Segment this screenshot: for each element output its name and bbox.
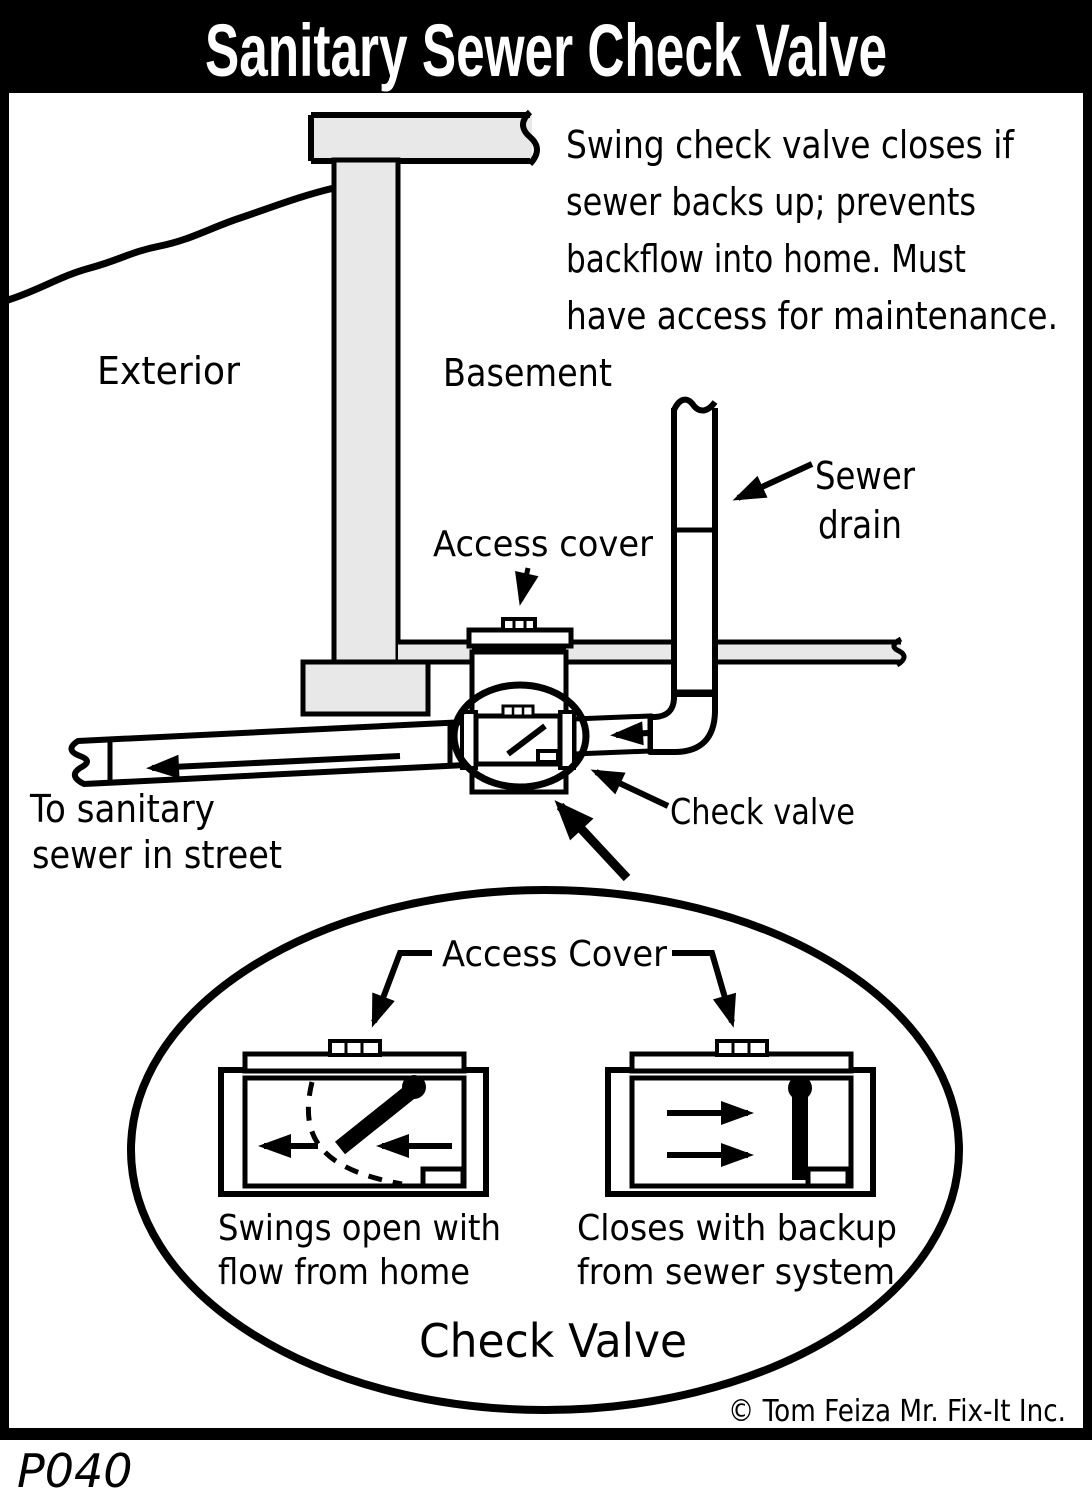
- svg-text:Swings open with: Swings open with: [218, 1208, 501, 1249]
- label-exterior: Exterior: [97, 349, 241, 393]
- inset-valve-closed: [608, 1041, 873, 1194]
- wall-footing: [303, 662, 428, 714]
- valve-knob: [503, 706, 533, 716]
- check-valve-body: [462, 706, 574, 768]
- inset-title: Check Valve: [419, 1314, 687, 1368]
- foundation-wall: [334, 160, 398, 662]
- floor-beam: [311, 112, 537, 164]
- label-basement: Basement: [443, 351, 612, 395]
- inset-valve-open: [221, 1041, 486, 1194]
- note-line-2: sewer backs up; prevents: [566, 180, 976, 224]
- svg-text:flow from home: flow from home: [218, 1252, 470, 1293]
- note-line-3: backflow into home. Must: [566, 237, 966, 281]
- valve-seat: [538, 751, 558, 762]
- flapper-pivot: [402, 1075, 426, 1099]
- page-title: Sanitary Sewer Check Valve: [205, 9, 887, 92]
- svg-text:Check valve: Check valve: [670, 792, 855, 833]
- credit-line: © Tom Feiza Mr. Fix-It Inc.: [728, 1394, 1066, 1429]
- note-line-1: Swing check valve closes if: [566, 123, 1016, 167]
- flapper-pivot-closed: [788, 1076, 812, 1100]
- access-cover-plate: [469, 630, 571, 646]
- svg-text:drain: drain: [818, 503, 902, 547]
- svg-text:Access cover: Access cover: [433, 524, 654, 565]
- closed-valve-seat: [808, 1169, 848, 1186]
- backflow-arrow: [616, 733, 648, 735]
- svg-text:from sewer system: from sewer system: [577, 1252, 895, 1293]
- inset-closed-knob: [717, 1041, 767, 1055]
- access-cover-knob: [503, 619, 535, 630]
- svg-text:Sewer: Sewer: [815, 454, 916, 498]
- svg-text:To sanitary: To sanitary: [29, 787, 216, 831]
- open-valve-seat: [423, 1169, 463, 1186]
- note-line-4: have access for maintenance.: [566, 294, 1058, 338]
- inset-open-knob: [330, 1041, 380, 1055]
- svg-text:Closes with backup: Closes with backup: [577, 1208, 897, 1249]
- svg-text:sewer in street: sewer in street: [32, 833, 282, 877]
- page-code: P040: [17, 1444, 133, 1492]
- svg-text:Access Cover: Access Cover: [442, 934, 668, 975]
- sewer-drain-pipe: [674, 400, 715, 700]
